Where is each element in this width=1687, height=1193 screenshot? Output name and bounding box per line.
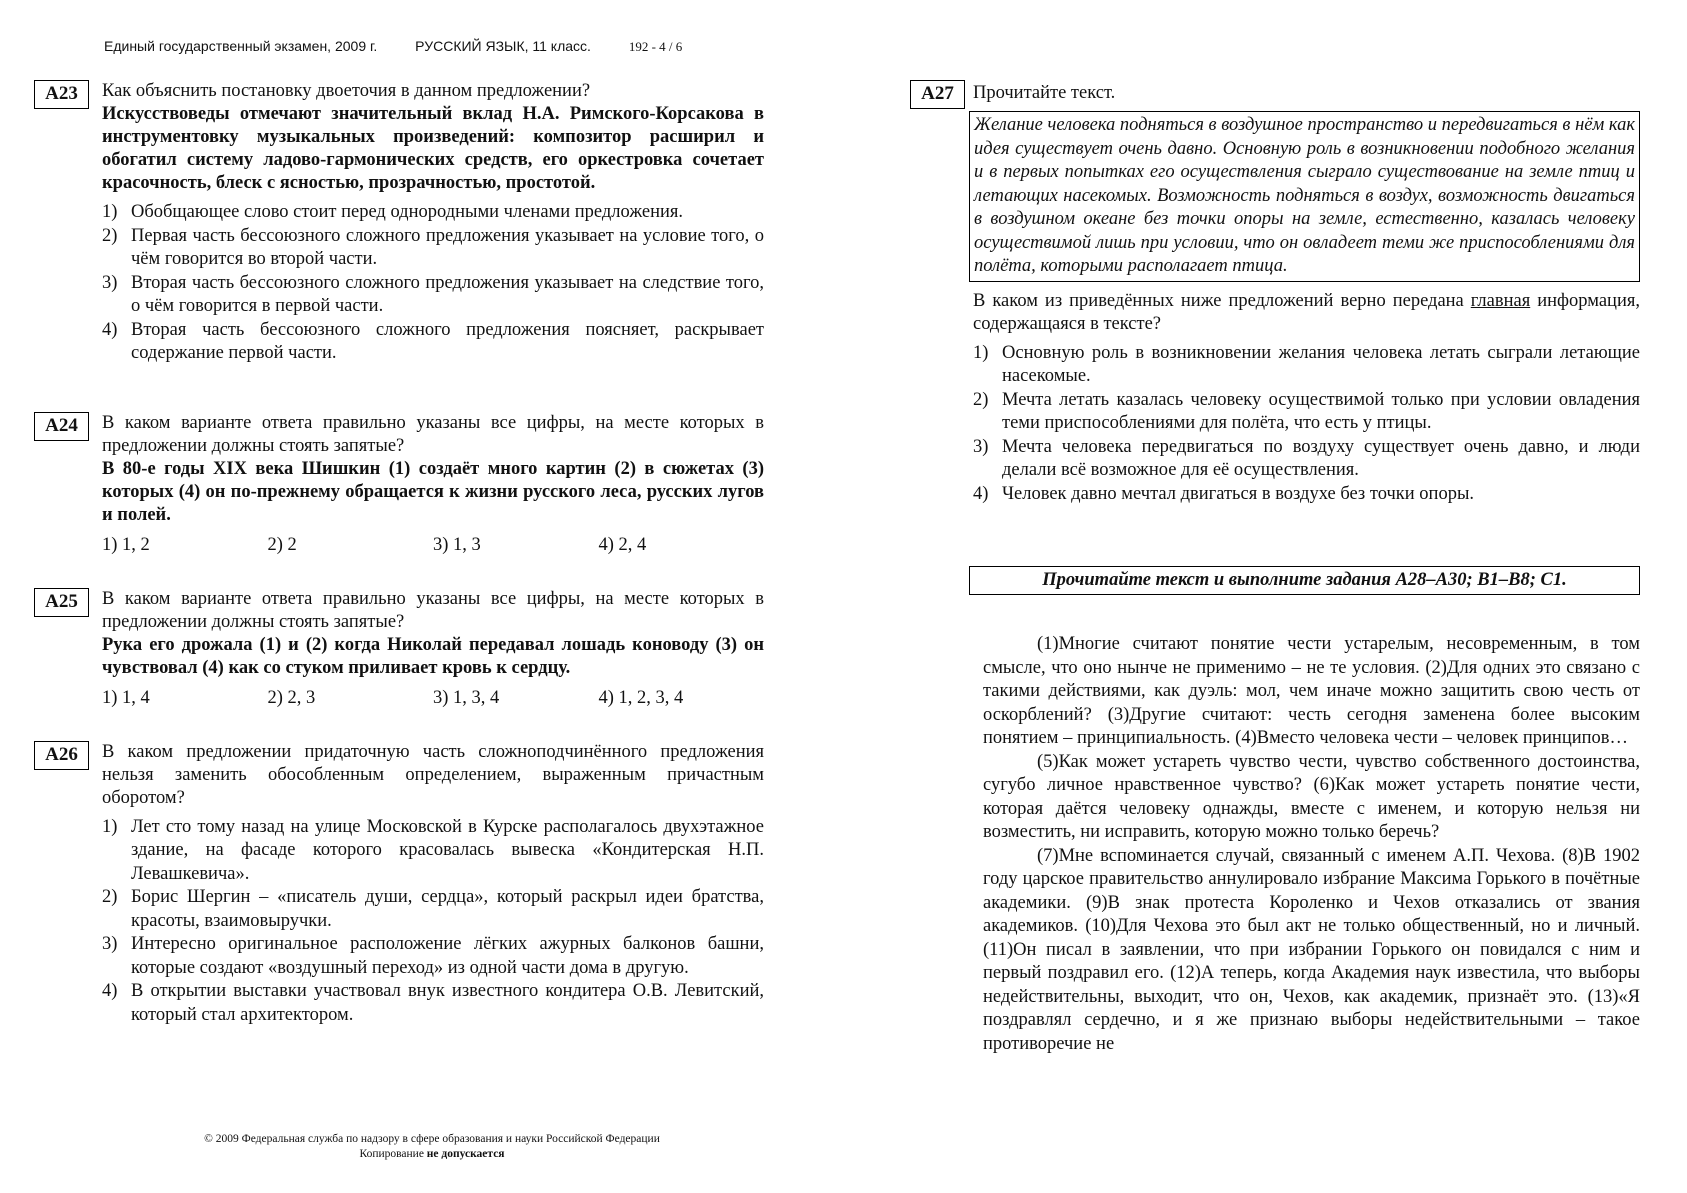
task-a26 [34, 741, 764, 1028]
reading-text [973, 633, 1640, 1056]
task-tag: А25 [34, 588, 89, 617]
reading-paragraph: (7)Мне вспоминается случай, связанный с именем А.П. Чехова. (8)В 1902 году царское правительство аннулировало избрание Максима Горького в почётные академики. (9)В знак протеста Короленко и Чехов отказались от звания академиков. (10)Для Чехова это был акт не только общественный, но и личный. (11)Он писал в заявлении, что при избрании Горького он повидался с ним и первый поздравил его. (12)А теперь, когда Академия наук известила, что выборы недействительны, выходит, что он, Чехов, как академик, признаёт это. (13)«Я поздравлял сердечно, и я же признаю выборы недействительными – такое противоречие не [983, 845, 1640, 1054]
answer-option[interactable]: 2) Борис Шергин – «писатель души, сердца», который раскрыл идеи братства, красоты, взаимовыручки. [102, 887, 764, 931]
answer-option[interactable]: 1) Лет сто тому назад на улице Московской в Курске располагалось двухэтажное здание, на фасаде которого красовалась вывеска «Кондитерская Н.П. Левашкевича». [102, 816, 764, 884]
answer-option[interactable]: 3) 1, 3 [433, 534, 481, 555]
answer-options [973, 342, 1640, 507]
reading-paragraph: (1)Многие считают понятие чести устарелым, несовременным, в том смысле, что оно нынче не применимо – не те условия. (2)Для одних это связано с такими действиями, как дуэль: мол, чем иначе можно защитить свою честь от оскорблений? (3)Другие считают: честь сегодня заменена более высоким понятием – принципиальность. (4)Вместо человека чести – человек принципов… [983, 634, 1640, 748]
task-tag: А23 [34, 80, 89, 109]
copy-notice: Копирование не допускается [359, 1148, 505, 1160]
page-code: 192 - 4 / 6 [628, 39, 683, 54]
right-column [910, 80, 1640, 1056]
answer-option[interactable]: 1) 1, 2 [102, 534, 150, 555]
answer-option[interactable]: 4) 2, 4 [598, 534, 647, 555]
task-question: В каком предложении придаточную часть сложноподчинённого предложения нельзя заменить обособленным определением, выраженным причастным оборотом? [102, 741, 764, 808]
answer-options [102, 535, 764, 556]
answer-option[interactable]: 3) 1, 3, 4 [433, 687, 500, 708]
answer-option[interactable]: 4) В открытии выставки участвовал внук известного кондитера О.В. Левитский, который стал архитектором. [102, 981, 764, 1025]
task-a24 [34, 412, 764, 556]
task-sentence: Рука его дрожала (1) и (2) когда Николай передавал лошадь коноводу (3) он чувствовал (4) как со стуком приливает кровь к сердцу. [102, 634, 764, 678]
exam-title: Единый государственный экзамен, 2009 г. [104, 38, 378, 54]
task-a27 [910, 80, 1640, 105]
answer-option[interactable]: 2) Первая часть бессоюзного сложного предложения указывает на условие того, о чём говорится во второй части. [102, 225, 764, 269]
page-footer [167, 1132, 697, 1162]
task-sentence: Искусствоведы отмечают значительный вклад Н.А. Римского-Корсакова в инструментовку музыкальных произведений: композитор расширил и обогатил систему ладово-гармонических средств, его оркестровка сочетает красочность, блеск с ясностью, прозрачностью, простотой. [102, 104, 764, 193]
task-prompt: В каком из приведённых ниже предложений верно передана главная информация, содержащаяся в тексте? [973, 290, 1640, 334]
emphasis-word: главная [1470, 290, 1531, 311]
task-a25 [34, 588, 764, 709]
subject-title: РУССКИЙ ЯЗЫК, 11 класс. [415, 38, 591, 54]
answer-option[interactable]: 4) 1, 2, 3, 4 [598, 687, 684, 708]
instruction-box: Прочитайте текст и выполните задания А28–А30; В1–В8; С1. [969, 566, 1640, 595]
task-tag: А24 [34, 412, 89, 441]
answer-option[interactable]: 3) Вторая часть бессоюзного сложного предложения указывает на следствие того, о чём говорится в первой части. [102, 272, 764, 316]
answer-options [102, 201, 764, 366]
task-tag: А27 [910, 80, 965, 109]
task-question: В каком варианте ответа правильно указаны все цифры, на месте которых в предложении должны стоять запятые? [102, 412, 764, 456]
task-sentence: В 80-е годы XIX века Шишкин (1) создаёт много картин (2) в сюжетах (3) которых (4) он по-прежнему обращается к жизни русского леса, русских лугов и полей. [102, 458, 764, 525]
answer-options [102, 816, 764, 1028]
answer-option[interactable]: 3) Мечта человека передвигаться по воздуху существует очень давно, и люди делали всё возможное для её осуществления. [973, 436, 1640, 480]
answer-option[interactable]: 1) Основную роль в возникновении желания человека летать сыграли летающие насекомые. [973, 342, 1640, 386]
left-column [34, 80, 764, 1027]
reading-paragraph: (5)Как может устареть чувство чести, чувство собственного достоинства, сугубо личное нравственное чувство? (6)Как может устареть понятие чести, которая даётся человеку однажды, вместе с именем, и которую нельзя ни возместить, ни исправить, которую можно только беречь? [983, 751, 1640, 842]
task-a23 [34, 80, 764, 366]
answer-option[interactable]: 2) Мечта летать казалась человеку осуществимой только при условии овладения теми приспособлениями для полёта, что есть у птицы. [973, 389, 1640, 433]
answer-option[interactable]: 2) 2 [267, 534, 297, 555]
answer-option[interactable]: 4) Человек давно мечтал двигаться в воздухе без точки опоры. [973, 483, 1474, 504]
answer-option[interactable]: 4) Вторая часть бессоюзного сложного предложения поясняет, раскрывает содержание первой части. [102, 319, 764, 363]
source-text-box: Желание человека подняться в воздушное пространство и передвигаться в нём как идея существует очень давно. Основную роль в возникновении подобного желания и в первых попытках его осуществления сыграло существование на земле птиц и летающих насекомых. Возможность подняться в воздух, возможность двигаться в воздушном океане без точки опоры на земле, естественно, казалась человеку осуществимой лишь при условии, что он овладеет теми же приспособлениями для полёта, которыми располагает птица. [969, 111, 1640, 282]
answer-option[interactable]: 3) Интересно оригинальное расположение лёгких ажурных балконов башни, которые создают «воздушный переход» из одной части дома в другую. [102, 934, 764, 978]
task-question: Прочитайте текст. [973, 83, 1116, 103]
page-header [104, 38, 716, 55]
task-question: В каком варианте ответа правильно указаны все цифры, на месте которых в предложении должны стоять запятые? [102, 588, 764, 632]
answer-option[interactable]: 2) 2, 3 [267, 687, 316, 708]
answer-option[interactable]: 1) Обобщающее слово стоит перед однородными членами предложения. [102, 202, 684, 222]
copyright: © 2009 Федеральная служба по надзору в сфере образования и науки Российской Федерации [204, 1133, 660, 1145]
answer-option[interactable]: 1) 1, 4 [102, 687, 150, 708]
task-tag: А26 [34, 741, 89, 770]
answer-options [102, 688, 764, 709]
task-question: Как объяснить постановку двоеточия в данном предложении? [102, 81, 591, 101]
